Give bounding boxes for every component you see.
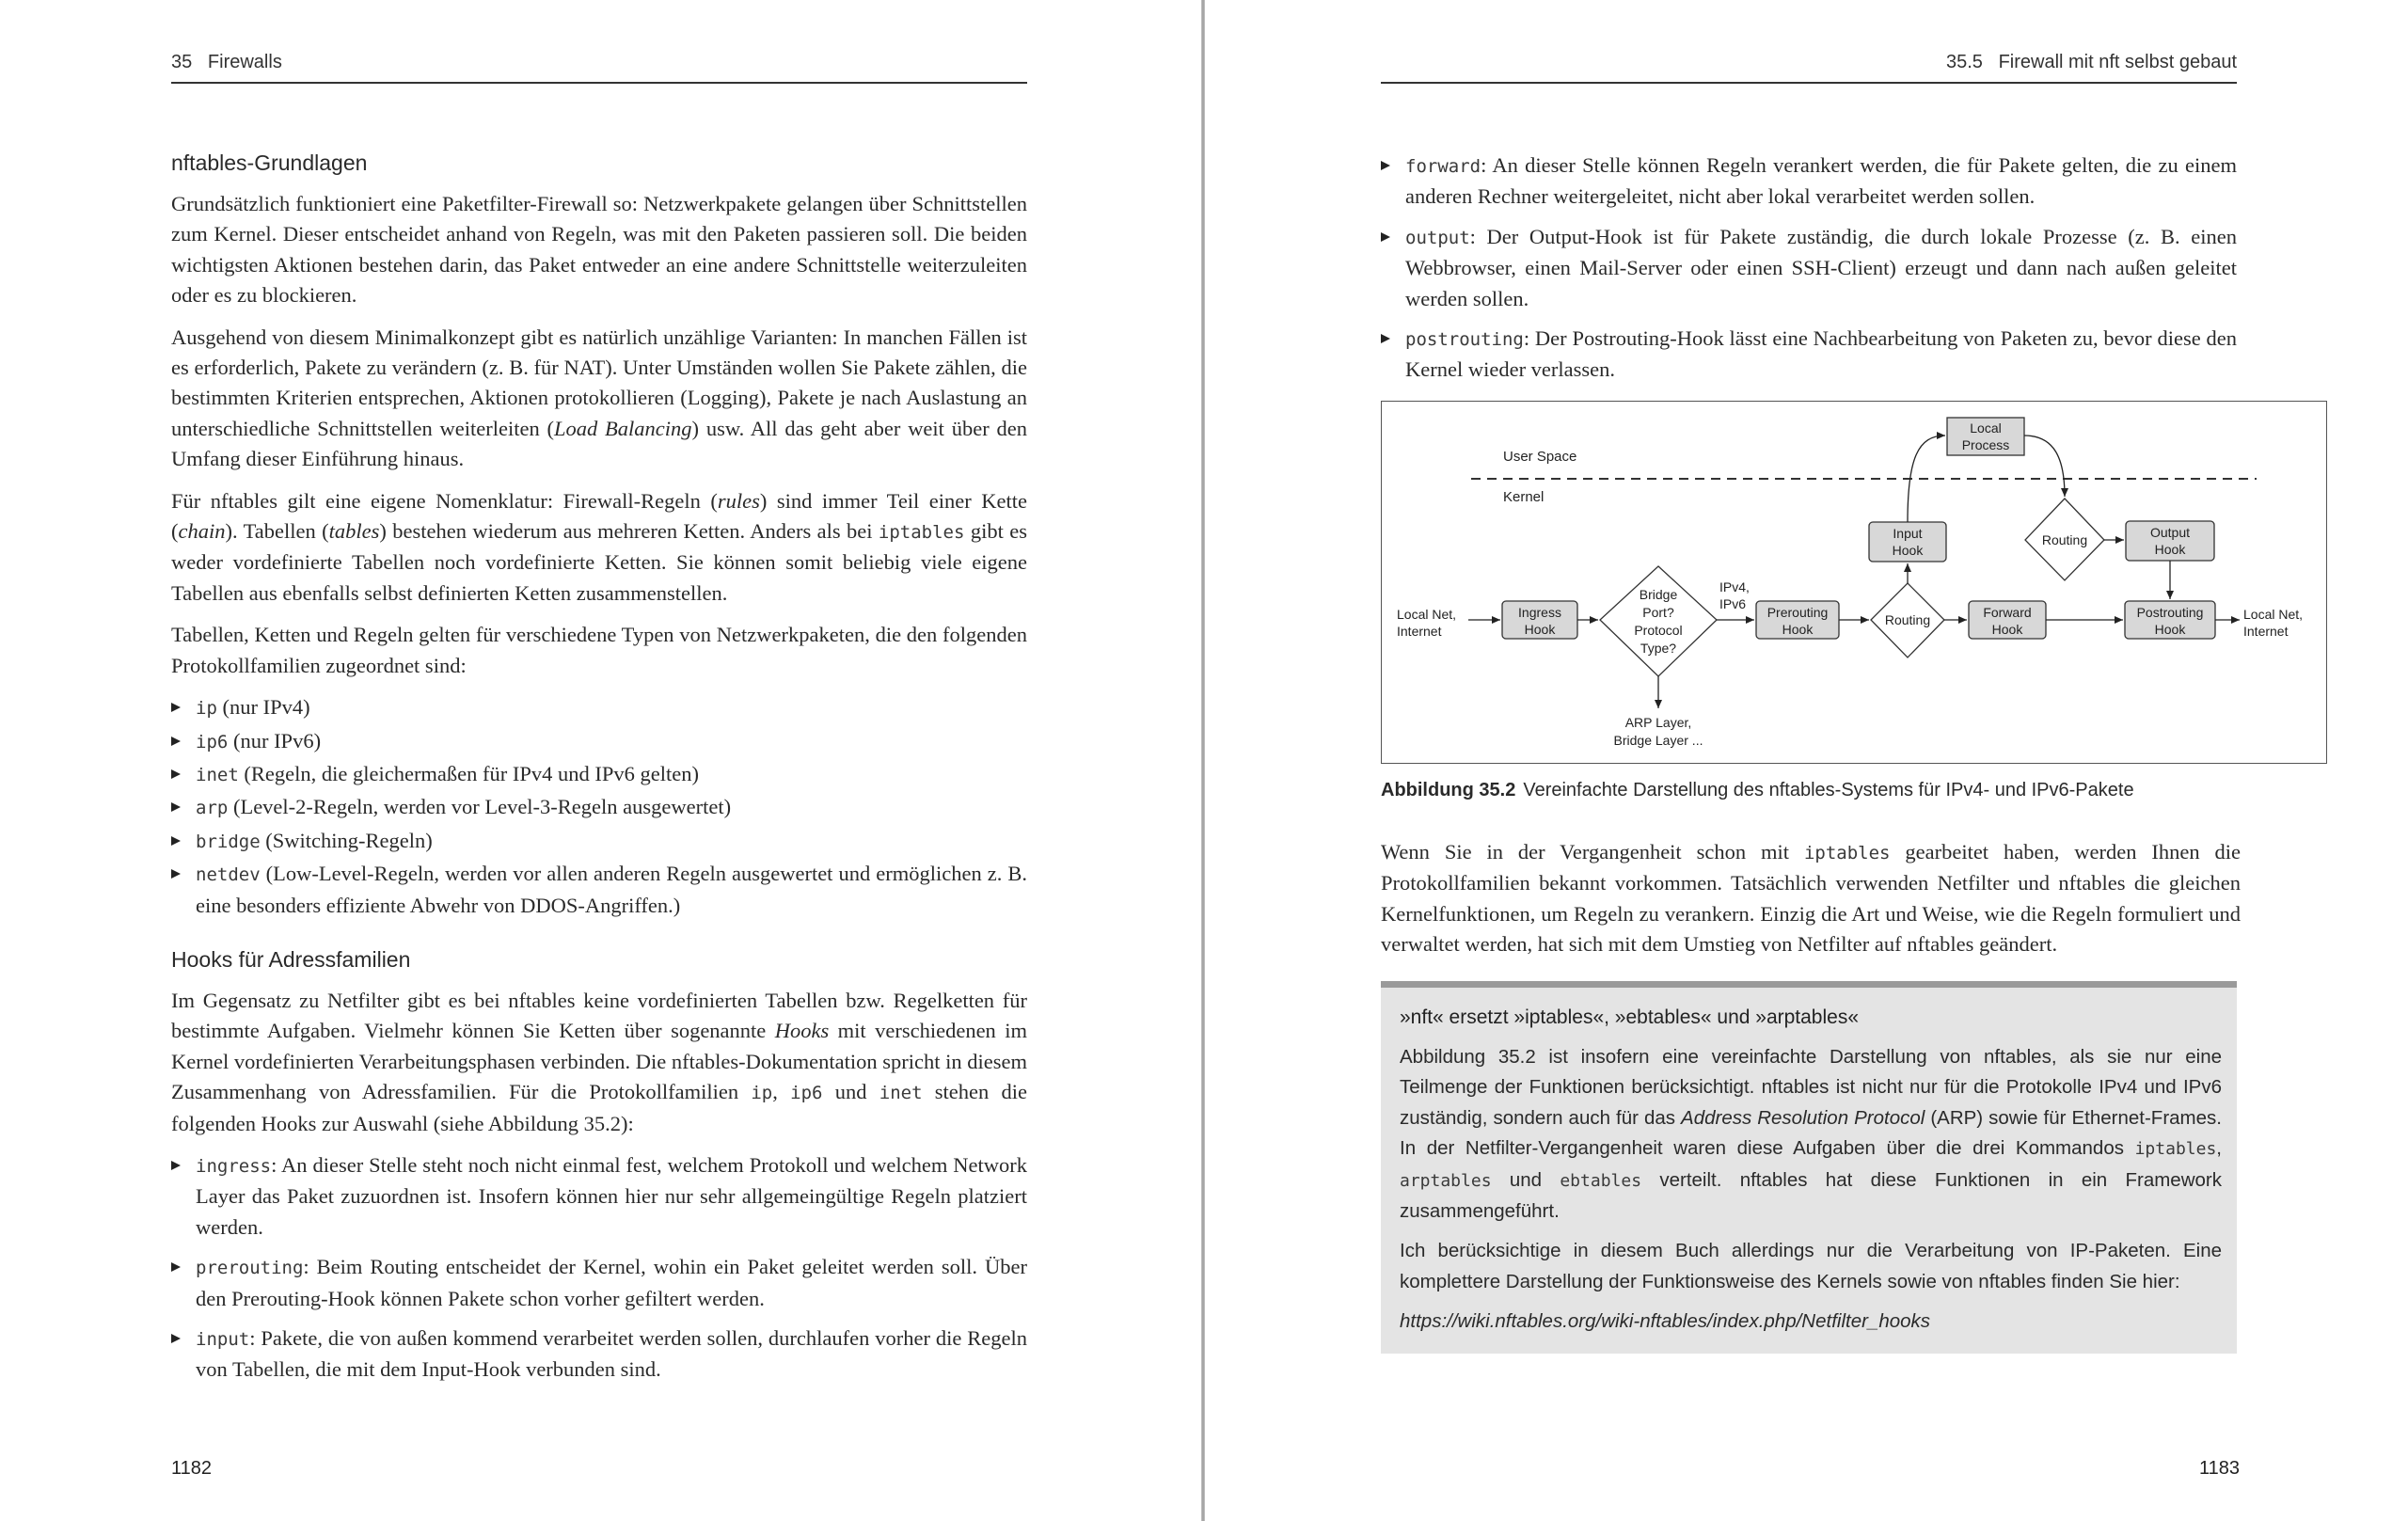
post-figure-text — [1381, 837, 2241, 972]
section-number: 35.5 — [1945, 52, 1983, 72]
section-heading-hooks: Hooks für Adressfamilien — [171, 946, 411, 972]
nftables-flow-diagram — [1382, 402, 2328, 765]
output-hook-label: Output — [2149, 525, 2191, 540]
list-item: postrouting: Der Postrouting-Hook lässt eine Nachbearbeitung von Paketen zu, bevor diese den Kernel wieder verlassen. — [1381, 324, 2237, 386]
paragraph: Für nftables gilt eine eigene Nomenklatur: Firewall-Regeln (rules) sind immer Teil einer Kette (chain). Tabellen (tables) bestehen wiederum aus mehreren Ketten. Anders als bei iptables gibt es weder vordefinierte Tabellen noch vordefinierte Ketten. Sie können somit beliebig viele eigene Tabellen aus ebenfalls selbst definierten Ketten zusammenstellen. — [171, 488, 1027, 605]
forward-hook-label: Hook — [1991, 622, 2023, 637]
bridge-question-label: Bridge — [1639, 587, 1678, 602]
chapter-title: Firewalls — [207, 52, 282, 72]
info-box-paragraph: Abbildung 35.2 ist insofern eine vereinfachte Darstellung von nftables, als sie nur eine Teilmenge der Funktionen berücksichtigt. nftables ist nicht nur für die Protokolle IPv4 und IPv6 zuständig, sondern auch für das Address Resolution Protocol (ARP) sowie für Ethernet-Frames. In der Netfilter-Vergangenheit waren diese Aufgaben über die drei Kommandos iptables, arptables und ebtables verteilt. nftables hat diese Funktionen in ein Framework zusammengeführt. — [1400, 1046, 2222, 1223]
bullet-triangle-icon — [171, 1161, 181, 1170]
figure-caption-text: Vereinfachte Darstellung des nftables-Systems für IPv4- und IPv6-Pakete — [1523, 780, 2134, 800]
arp-layer-label: ARP Layer, — [1624, 715, 1692, 730]
list-item: netdev (Low-Level-Regeln, werden vor allen anderen Regeln ausgewertet und ermöglichen z. B. eine besonders effiziente Abwehr von DDOS-Angriffen.) — [171, 859, 1027, 921]
running-head-right — [1936, 52, 2237, 73]
routing-top-label: Routing — [2041, 532, 2088, 547]
chapter-number: 35 — [171, 52, 193, 72]
bullet-triangle-icon — [171, 802, 181, 812]
local-net-in-label: Local Net, — [1397, 607, 1457, 622]
bullet-triangle-icon — [171, 869, 181, 879]
ipv-label: IPv4, — [1719, 579, 1750, 594]
kernel-label: Kernel — [1503, 489, 1545, 505]
bullet-triangle-icon — [171, 737, 181, 746]
paragraph: Grundsätzlich funktioniert eine Paketfilter-Firewall so: Netzwerkpakete gelangen über Schnittstellen zum Kernel. Dieser entscheidet anhand von Regeln, was mit den Paketen passieren soll. Die beiden wichtigsten Aktionen bestehen darin, das Paket entweder an eine andere Schnittstelle weiterzuleiten oder es zu blockieren. — [171, 192, 1027, 308]
bullet-triangle-icon — [171, 769, 181, 779]
list-item: input: Pakete, die von außen kommend verarbeitet werden sollen, durchlaufen vorher die Regeln von Tabellen, die mit dem Input-Hook verbunden sind. — [171, 1323, 1027, 1386]
header-rule — [171, 82, 1027, 84]
local-net-in-label: Internet — [1397, 624, 1442, 639]
section-heading-nftables-grundlagen: nftables-Grundlagen — [171, 151, 368, 175]
paragraph: Ausgehend von diesem Minimalkonzept gibt es natürlich unzählige Varianten: In manchen Fällen ist es erforderlich, Pakete zu verändern (z. B. für NAT). Unter Umständen wollen Sie Pakete zählen, die bestimmten Kriterien entsprechen, Aktionen protokollieren (Logging), Pakete je nach Auslastung an unterschiedliche Schnittstellen weiterleiten (Load Balancing) usw. All das geht aber weit über den Umfang dieser Einführung hinaus. — [171, 325, 1027, 471]
arp-layer-label: Bridge Layer ... — [1613, 733, 1703, 748]
page-number-left: 1182 — [171, 1458, 213, 1479]
bullet-triangle-icon — [171, 1334, 181, 1343]
local-process-label: Process — [1961, 437, 2010, 452]
arrow-process-to-routing — [2024, 436, 2065, 497]
section-title: Firewall mit nft selbst gebaut — [1998, 52, 2237, 72]
postrouting-hook-label: Hook — [2154, 622, 2186, 637]
input-hook-label: Input — [1893, 526, 1923, 541]
list-item: ip6 (nur IPv6) — [171, 726, 1027, 757]
protocol-family-list — [171, 692, 1027, 921]
bullet-triangle-icon — [1381, 161, 1390, 170]
local-net-out-label: Internet — [2243, 624, 2289, 639]
figure-caption-label: Abbildung 35.2 — [1381, 780, 1516, 800]
info-box-title: »nft« ersetzt »iptables«, »ebtables« und »arptables« — [1400, 1006, 1860, 1028]
bullet-triangle-icon — [1381, 334, 1390, 343]
hook-list — [171, 1150, 1027, 1386]
list-item: ip (nur IPv4) — [171, 692, 1027, 723]
info-box-paragraph: Ich berücksichtige in diesem Buch allerdings nur die Verarbeitung von IP-Paketen. Eine komplettere Darstellung der Funktionsweise des Kernels sowie von nftables finden Sie hier: — [1400, 1240, 2222, 1292]
paragraph: Im Gegensatz zu Netfilter gibt es bei nftables keine vordefinierten Tabellen bzw. Regelketten für bestimmte Aufgaben. Vielmehr können Sie Ketten über sogenannte Hooks mit verschiedenen im Kernel vordefinierten Verarbeitungsphasen verbinden. Die nftables-Dokumentation spricht in diesem Zusammenhang von Adressfamilien. Für die Protokollfamilien ip, ip6 und inet stehen die folgenden Hooks zur Auswahl (siehe Abbildung 35.2): — [171, 988, 1028, 1135]
right-text-column — [1381, 151, 2237, 397]
bullet-triangle-icon — [171, 703, 181, 712]
nftables-diagram-figure — [1381, 401, 2327, 764]
page-number-right: 1183 — [2199, 1458, 2241, 1479]
running-head-left — [171, 52, 282, 73]
bullet-triangle-icon — [171, 1262, 181, 1272]
ingress-hook-label: Ingress — [1518, 605, 1561, 620]
header-rule — [1381, 82, 2237, 84]
list-item: output: Der Output-Hook ist für Pakete zuständig, die durch lokale Prozesse (z. B. einen Webbrowser, einen Mail-Server oder einen SSH-Client) erzeugt und dann nach außen geleitet werden sollen. — [1381, 222, 2237, 314]
input-hook-label: Hook — [1892, 543, 1924, 558]
paragraph: Wenn Sie in der Vergangenheit schon mit iptables gearbeitet haben, werden Ihnen die Protokollfamilien bekannt vorkommen. Tatsächlich verwenden Netfilter und nftables die gleichen Kernelfunktionen, um Regeln zu verankern. Einzig die Art und Weise, wie die Regeln formuliert und verwaltet werden, hat sich mit dem Umstieg von Netfilter auf nftables geändert. — [1381, 840, 2241, 957]
bullet-triangle-icon — [171, 836, 181, 846]
netfilter-hooks-url: https://wiki.nftables.org/wiki-nftables/index.php/Netfilter_hooks — [1400, 1310, 1931, 1333]
hook-list-continued — [1381, 151, 2237, 386]
list-item: inet (Regeln, die gleichermaßen für IPv4 und IPv6 gelten) — [171, 759, 1027, 790]
left-text-column — [171, 151, 1027, 1397]
bridge-question-label: Port? — [1642, 605, 1674, 620]
list-item: forward: An dieser Stelle können Regeln verankert werden, die für Pakete gelten, die zu einem anderen Rechner weitergeleitet, nicht aber lokal verarbeitet werden sollen. — [1381, 151, 2237, 213]
figure-caption — [1381, 780, 2331, 801]
local-net-out-label: Local Net, — [2243, 607, 2304, 622]
prerouting-hook-label: Hook — [1782, 622, 1814, 637]
user-space-label: User Space — [1503, 449, 1577, 465]
output-hook-label: Hook — [2154, 542, 2186, 557]
forward-hook-label: Forward — [1983, 605, 2032, 620]
list-item: bridge (Switching-Regeln) — [171, 826, 1027, 857]
left-page — [0, 0, 1201, 1521]
list-item: prerouting: Beim Routing entscheidet der Kernel, wohin ein Paket geleitet werden soll. Über den Prerouting-Hook können Pakete schon vorher gefiltert werden. — [171, 1252, 1027, 1314]
postrouting-hook-label: Postrouting — [2136, 605, 2204, 620]
bridge-question-label: Type? — [1640, 641, 1677, 656]
prerouting-hook-label: Prerouting — [1766, 605, 1829, 620]
bridge-question-label: Protocol — [1634, 623, 1683, 638]
bullet-triangle-icon — [1381, 232, 1390, 242]
info-box — [1381, 981, 2237, 1354]
bridge-decision-diamond — [1600, 566, 1717, 676]
local-process-label: Local — [1970, 420, 2002, 436]
list-item: arp (Level-2-Regeln, werden vor Level-3-Regeln ausgewertet) — [171, 792, 1027, 823]
paragraph: Tabellen, Ketten und Regeln gelten für verschiedene Typen von Netzwerkpaketen, die den folgenden Protokollfamilien zugeordnet sind: — [171, 623, 1027, 677]
list-item: ingress: An dieser Stelle steht noch nicht einmal fest, welchem Protokoll und welchem Network Layer das Paket zuzuordnen ist. Insofern können hier nur sehr allgemeingültige Regeln platziert werden. — [171, 1150, 1027, 1243]
ingress-hook-label: Hook — [1524, 622, 1556, 637]
routing-mid-label: Routing — [1884, 612, 1931, 627]
ipv-label: IPv6 — [1719, 596, 1747, 611]
